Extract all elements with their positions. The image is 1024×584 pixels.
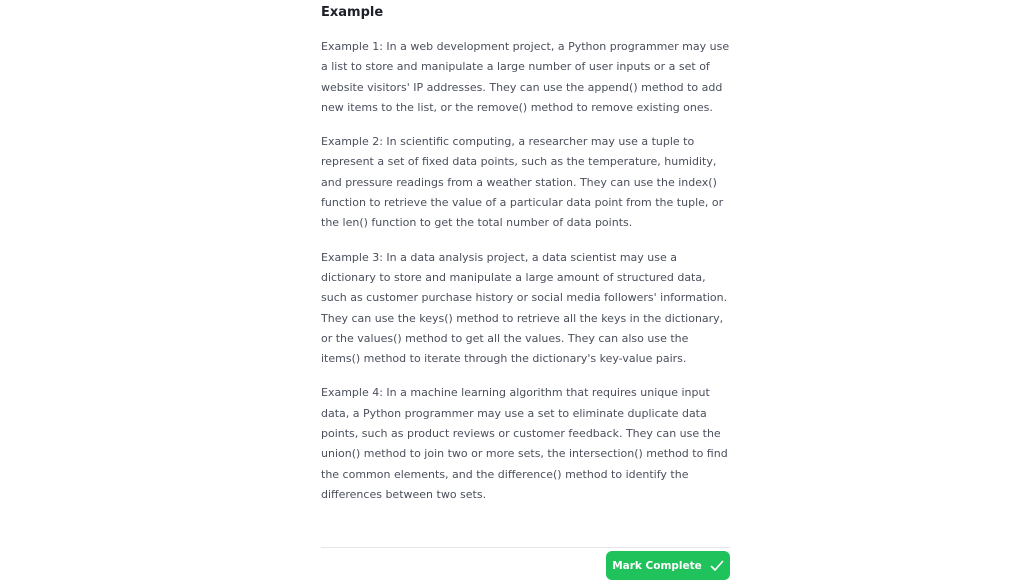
section-title: Example [321,5,384,20]
example-paragraph-3: Example 3: In a data analysis project, a data scientist may use a dictionary to store and manipulate a large amount of structured data, such as customer purchase history or social media followers' information. They can use the keys() method to retrieve all the keys in the dictionary, or the values() method to get all the values. They can also use the items() method to iterate through the dictionary's key-value pairs. [321,250,728,366]
lesson-content [321,4,731,519]
example-paragraph-4: Example 4: In a machine learning algorithm that requires unique input data, a Python programmer may use a set to eliminate duplicate data points, such as product reviews or customer feedback. They can use the union() method to join two or more sets, the intersection() method to find the common elements, and the difference() method to identify the differences between two sets. [321,386,728,501]
check-icon [710,559,724,573]
example-paragraph-1: Example 1: In a web development project, a Python programmer may use a list to store and manipulate a large number of user inputs or a set of website visitors' IP addresses. They can use the append() method to add new items to the list, or the remove() method to remove existing ones. [321,40,730,114]
mark-complete-label: Mark Complete [612,559,702,572]
mark-complete-button[interactable] [606,551,730,580]
example-paragraph-2: Example 2: In scientific computing, a researcher may use a tuple to represent a set of fixed data points, such as the temperature, humidity, and pressure readings from a weather station. They can use the index() function to retrieve the value of a particular data point from the tuple, or the len() function to get the total number of data points. [321,135,724,230]
footer-divider [321,547,730,548]
